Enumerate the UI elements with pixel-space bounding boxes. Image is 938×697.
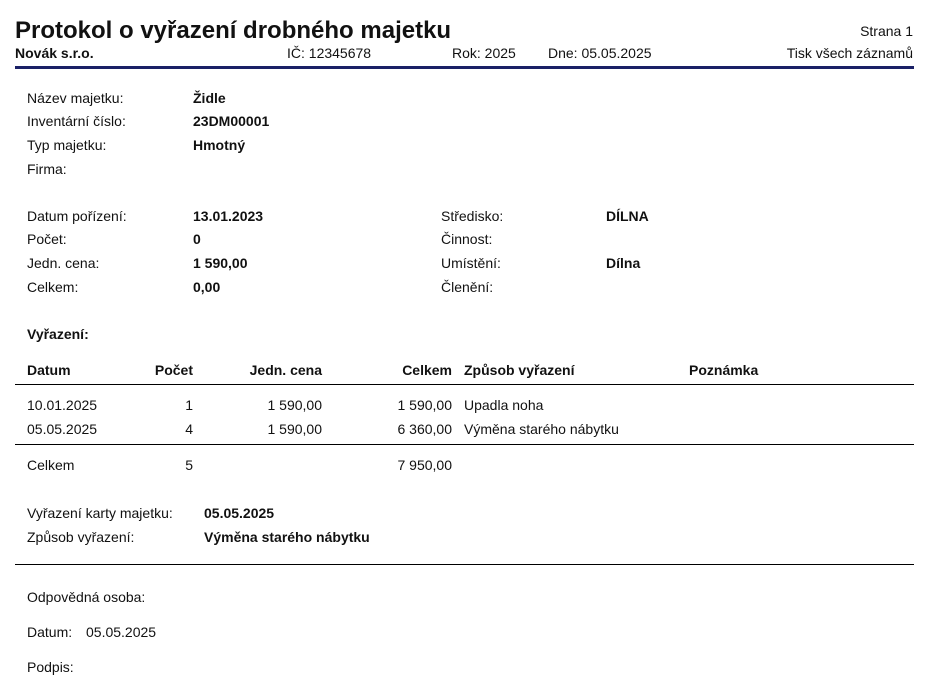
page-number: Strana 1 (860, 23, 913, 39)
col-header-note: Poznámka (689, 362, 759, 378)
asset-type-label: Typ majetku: (27, 137, 107, 153)
acquisition-date: 13.01.2023 (193, 208, 264, 224)
signature-date: 05.05.2025 (86, 624, 157, 640)
sum-count: 5 (185, 457, 193, 473)
responsible-person-label: Odpovědná osoba: (27, 589, 146, 605)
table-cell-date: 10.01.2025 (27, 397, 98, 413)
center-value: DÍLNA (606, 208, 649, 224)
division-label: Členění: (441, 279, 494, 295)
total-value: 0,00 (193, 279, 221, 295)
table-cell-count: 1 (185, 397, 193, 413)
print-mode: Tisk všech záznamů (786, 45, 913, 61)
table-cell-unit-price: 1 590,00 (267, 397, 322, 413)
table-cell-method: Upadla noha (464, 397, 544, 413)
location-value: Dílna (606, 255, 641, 271)
table-header-divider (15, 384, 914, 385)
firm-label: Firma: (27, 161, 67, 177)
sum-label: Celkem (27, 457, 75, 473)
company-name: Novák s.r.o. (15, 45, 94, 61)
col-header-method: Způsob vyřazení (464, 362, 575, 378)
count-value: 0 (193, 231, 201, 247)
sum-total: 7 950,00 (397, 457, 452, 473)
card-disposal-date-label: Vyřazení karty majetku: (27, 505, 173, 521)
table-sum-divider (15, 444, 914, 445)
table-cell-method: Výměna starého nábytku (464, 421, 619, 437)
signature-label: Podpis: (27, 659, 74, 675)
signature-date-label: Datum: (27, 624, 73, 640)
location-label: Umístění: (441, 255, 501, 271)
card-disposal-method-label: Způsob vyřazení: (27, 529, 135, 545)
signature-divider (15, 564, 914, 565)
table-cell-date: 05.05.2025 (27, 421, 98, 437)
card-disposal-method: Výměna starého nábytku (204, 529, 370, 545)
header-divider (15, 66, 914, 69)
report-year: Rok: 2025 (452, 45, 516, 61)
asset-name: Židle (193, 90, 226, 106)
total-label: Celkem: (27, 279, 79, 295)
center-label: Středisko: (441, 208, 504, 224)
asset-type: Hmotný (193, 137, 246, 153)
disposal-section-title: Vyřazení: (27, 326, 89, 342)
col-header-count: Počet (154, 362, 193, 378)
table-cell-count: 4 (185, 421, 193, 437)
inventory-number: 23DM00001 (193, 113, 270, 129)
page-title: Protokol o vyřazení drobného majetku (15, 17, 452, 44)
inventory-number-label: Inventární číslo: (27, 113, 126, 129)
unit-price-label: Jedn. cena: (27, 255, 100, 271)
table-cell-unit-price: 1 590,00 (267, 421, 322, 437)
asset-name-label: Název majetku: (27, 90, 124, 106)
col-header-date: Datum (27, 362, 71, 378)
activity-label: Činnost: (441, 231, 493, 247)
card-disposal-date: 05.05.2025 (204, 505, 275, 521)
report-date: Dne: 05.05.2025 (548, 45, 652, 61)
col-header-total: Celkem (402, 362, 452, 378)
company-ic: IČ: 12345678 (287, 45, 372, 61)
count-label: Počet: (27, 231, 67, 247)
col-header-unit-price: Jedn. cena (249, 362, 322, 378)
table-cell-total: 1 590,00 (397, 397, 452, 413)
acquisition-date-label: Datum pořízení: (27, 208, 127, 224)
unit-price: 1 590,00 (193, 255, 248, 271)
table-cell-total: 6 360,00 (397, 421, 452, 437)
